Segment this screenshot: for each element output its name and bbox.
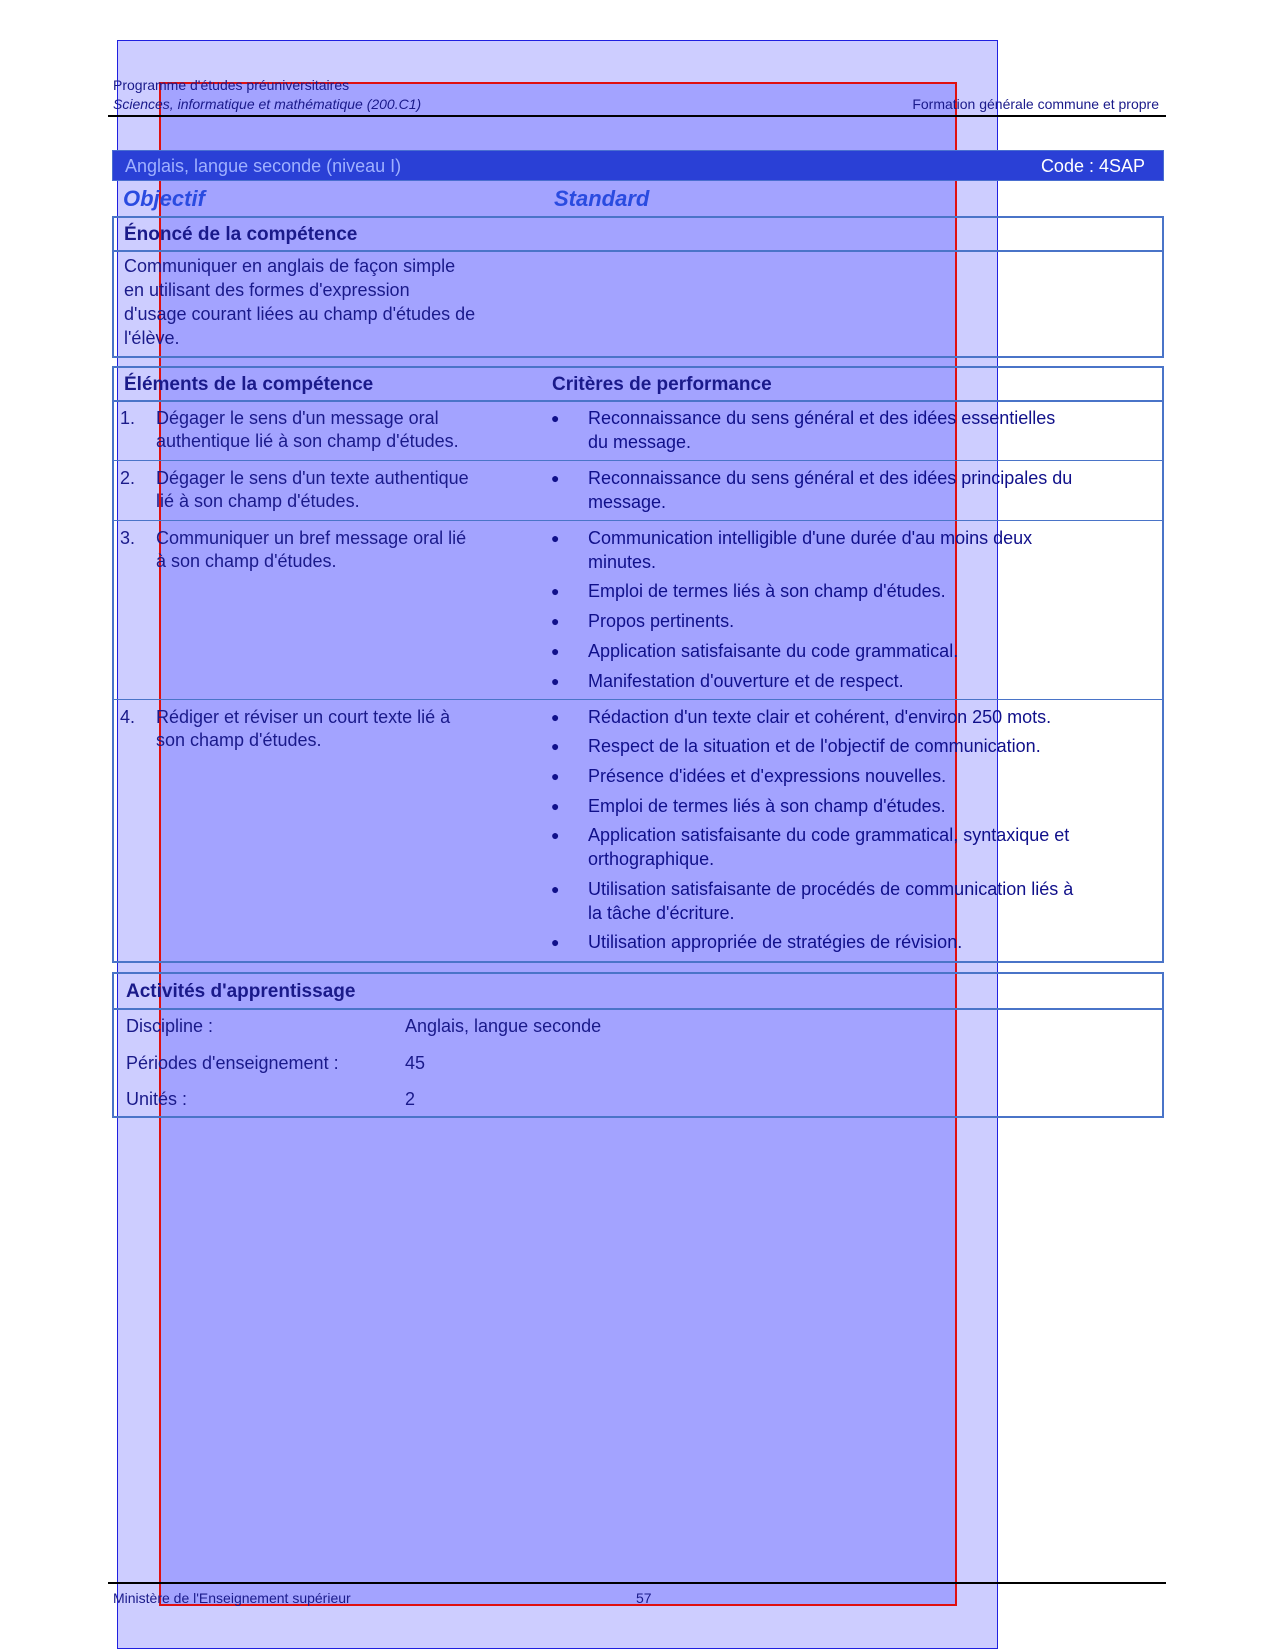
bullet-icon: ● xyxy=(551,583,560,599)
element-line: Dégager le sens d'un message oral xyxy=(156,408,439,428)
enonce-line: d'usage courant liées au champ d'études de xyxy=(124,304,476,324)
criterion-item: ● Application satisfaisante du code grammatical, syntaxique et orthographique. xyxy=(551,825,1070,869)
criterion-item: ● Emploi de termes liés à son champ d'études. xyxy=(551,796,946,816)
element-line: lié à son champ d'études. xyxy=(156,491,360,511)
periodes-value: 45 xyxy=(405,1053,426,1073)
element-number: 3. xyxy=(120,528,136,548)
criterion-item: ● Reconnaissance du sens général et des idées principales du message. xyxy=(551,468,1073,512)
header-program: Programme d'études préuniversitaires xyxy=(113,77,350,93)
page-number: 57 xyxy=(636,1590,652,1606)
bullet-icon: ● xyxy=(551,827,560,843)
bullet-icon: ● xyxy=(551,410,560,426)
criterion-item: ● Rédaction d'un texte clair et cohérent, d'environ 250 mots. xyxy=(551,707,1052,727)
element-line: Communiquer un bref message oral lié xyxy=(156,528,467,548)
enonce-heading: Énoncé de la compétence xyxy=(124,224,358,245)
row-divider xyxy=(114,460,1162,461)
enonce-line: en utilisant des formes d'expression xyxy=(124,280,410,300)
column-standard: Standard xyxy=(554,186,650,211)
elements-box xyxy=(112,366,1164,963)
activites-heading: Activités d'apprentissage xyxy=(126,981,356,1002)
criterion-item: ● Manifestation d'ouverture et de respect. xyxy=(551,671,904,691)
enonce-line: l'élève. xyxy=(124,328,180,348)
bullet-icon: ● xyxy=(551,934,560,950)
bullet-icon: ● xyxy=(551,643,560,659)
unites-label: Unités : xyxy=(126,1089,188,1109)
criterion-item: ● Emploi de termes liés à son champ d'études. xyxy=(551,581,946,601)
enonce-divider xyxy=(114,250,1162,252)
criterion-item: ● Utilisation satisfaisante de procédés de communication liés à la tâche d'écriture. xyxy=(551,879,1074,923)
element-line: Rédiger et réviser un court texte lié à xyxy=(156,707,451,727)
element-number: 4. xyxy=(120,707,136,727)
element-number: 1. xyxy=(120,408,136,428)
elements-heading: Éléments de la compétence xyxy=(124,374,374,395)
banner-code: Code : 4SAP xyxy=(1040,156,1145,176)
element-line: Dégager le sens d'un texte authentique xyxy=(156,468,469,488)
criterion-item: ● Respect de la situation et de l'objectif de communication. xyxy=(551,736,1041,756)
element-line: son champ d'études. xyxy=(156,730,322,750)
header-right: Formation générale commune et propre xyxy=(912,96,1159,112)
discipline-value: Anglais, langue seconde xyxy=(405,1016,602,1036)
criterion-item: ● Utilisation appropriée de stratégies de révision. xyxy=(551,932,963,952)
footer-rule xyxy=(108,1582,1166,1584)
bullet-icon: ● xyxy=(551,768,560,784)
row-divider xyxy=(114,699,1162,700)
bullet-icon: ● xyxy=(551,613,560,629)
bullet-icon: ● xyxy=(551,470,560,486)
footer-ministry: Ministère de l'Enseignement supérieur xyxy=(113,1590,351,1606)
discipline-label: Discipline : xyxy=(126,1016,214,1036)
criterion-item: ● Reconnaissance du sens général et des idées essentielles du message. xyxy=(551,408,1056,452)
bullet-icon: ● xyxy=(551,673,560,689)
activites-box xyxy=(112,972,1164,1118)
criterion-item: ● Application satisfaisante du code grammatical. xyxy=(551,641,959,661)
activites-divider xyxy=(114,1008,1162,1010)
unites-value: 2 xyxy=(405,1089,416,1109)
banner-title: Anglais, langue seconde (niveau I) xyxy=(125,156,402,176)
element-number: 2. xyxy=(120,468,136,488)
criteria-heading: Critères de performance xyxy=(552,374,772,395)
element-line: authentique lié à son champ d'études. xyxy=(156,431,459,451)
header-rule xyxy=(108,115,1166,117)
column-objectif: Objectif xyxy=(123,186,205,211)
bullet-icon: ● xyxy=(551,738,560,754)
element-line: à son champ d'études. xyxy=(156,551,337,571)
criterion-item: ● Communication intelligible d'une durée d'au moins deux minutes. xyxy=(551,528,1033,572)
bullet-icon: ● xyxy=(551,798,560,814)
competence-banner xyxy=(112,150,1164,181)
periodes-label: Périodes d'enseignement : xyxy=(126,1053,339,1073)
bullet-icon: ● xyxy=(551,709,560,725)
criterion-item: ● Présence d'idées et d'expressions nouvelles. xyxy=(551,766,947,786)
enonce-box xyxy=(112,216,1164,358)
bullet-icon: ● xyxy=(551,881,560,897)
criterion-item: ● Propos pertinents. xyxy=(551,611,735,631)
bullet-icon: ● xyxy=(551,530,560,546)
enonce-line: Communiquer en anglais de façon simple xyxy=(124,256,456,276)
row-divider xyxy=(114,520,1162,521)
header-subtitle: Sciences, informatique et mathématique (200.C1) xyxy=(113,96,422,112)
elements-divider xyxy=(114,400,1162,402)
